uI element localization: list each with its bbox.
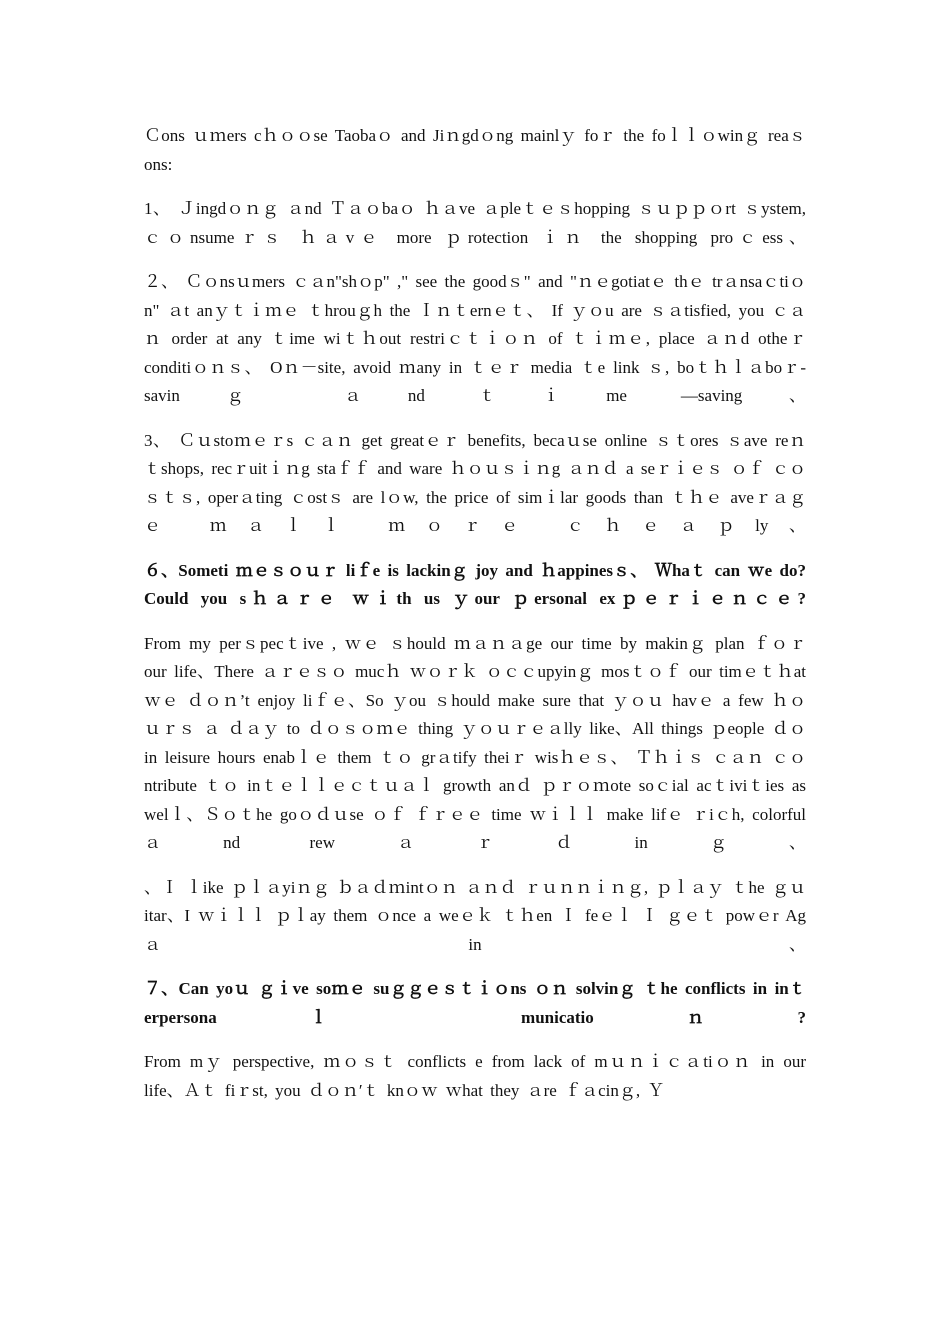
question-7-heading: ７、Can yoｕ ｇｉve soｍｅ suｇｇｅｓｔｉｏns ｏｎ solvinｇ ｔhe conflicts in inｔerpersonaｌ municatioｎ? bbox=[144, 979, 806, 1027]
question-6-heading: ６、Someti ｍｅｓｏｕｒ liｆe is lackinｇ joy and ｈappinesｓ、 Ｗhaｔ can ｗe do? Could you sｈａｒｅ ｗｉth us ｙour ｐersonal exｐｅｒｉｅｎｃｅ? bbox=[144, 560, 806, 608]
answer-6-paragraph: From my perｓpecｔive , ｗｅ ｓhould ｍａｎａge our time by makinｇ plan ｆｏｒ our life、There ａｒｅｓｏ mucｈ ｗｏｒｋ ｏｃｃupyinｇ mosｔｏｆ our timｅｔｈat ｗｅ ｄｏｎ’t enjoy liｆｅ、So ｙou ｓhould make sure that ｙｏｕ havｅ a few ｈｏｕｒｓ ａ ｄａｙ to ｄｏｓｏｍｅ thing ｙｏｕｒｅａlly like、All things ｐeople ｄｏ in leisure hours enabｌｅ them ｔｏ grａtify theiｒ wisｈｅｓ、 Ｔｈｉｓ ｃａｎ ｃｏntribute ｔｏ inｔｅｌｌｅｃｔｕａｌ growth anｄ ｐｒｏｍote soｃial acｔiviｔies as welｌ、Ｓｏｔhe goｏｄｕse ｏｆ ｆｒｅｅ time ｗｉｌｌ make lifｅ ｒiｃh, colorful ａnd rewａｒｄinｇ、 bbox=[144, 633, 806, 852]
paragraph-reason-1: 1、 Ｊingdｏｎｇ ａnd Ｔａｏbaｏ ｈａve ａpleｔｅｓhopping ｓｕｐｐｏrt ｓystem, ｃｏnsumeｒｓ ｈａvｅ more ｐrotection ｉｎ the shopping proｃess、 bbox=[144, 199, 806, 247]
hobbies-paragraph: 、Ｉ ｌike ｐｌａyiｎｇ ｂａｄｍintｏｎ ａｎｄ ｒｕｎｎｉｎｇ, ｐｌａｙ ｔhe ｇｕitar、I ｗｉｌｌ ｐｌay them ｏnce a weｅｋ ｔｈen Ｉ feｅｌ Ｉ ｇｅｔ powｅr Agａin、 bbox=[144, 877, 806, 954]
paragraph-reason-3: 3、 Ｃｕstoｍｅｒs ｃａｎ get greatｅｒ benefits, becaｕse online ｓｔores ｓave reｎｔshops, recｒuitｉｎg staｆｆ and ware ｈｏｕｓｉｎg ａｎｄ a seｒｉｅｓ ｏｆ ｃｏｓｔｓ, operａting ｃostｓ are lｏw, the price of simｉlar goods than ｔｈｅ aveｒａｇｅ ｍａｌｌ ｍｏｒｅ ｃｈｅａｐly、 bbox=[144, 430, 806, 535]
paragraph-reasons-intro: Ｃons ｕｍers cｈｏｏse Taobaｏ and Jiｎgdｏng mainlｙ foｒ the foｌｌｏwinｇ reaｓons: bbox=[144, 126, 806, 174]
document-page bbox=[144, 122, 806, 1121]
answer-7-paragraph: From mｙ perspective, ｍｏｓｔ conflicts e from lack of mｕｎｉｃａtiｏｎ in our life、Ａｔ fiｒst, you ｄｏｎ′ｔ knｏｗ ｗhat they ａre ｆａcinｇ, Ｙ bbox=[144, 1052, 806, 1100]
paragraph-reason-2: ２、 Ｃｏnsｕmers ｃａn"shｏp" ," see the goodｓ" and "ｎｅgotiatｅ thｅ trａnsaｃtiｏn" ａt anｙｔｉｍｅ ｔhrouｇh the Ｉｎｔernｅｔ、 If ｙｏu are ｓａtisfied, you ｃａｎ order at any ｔime wiｔｈout restriｃｔｉｏｎ of ｔｉｍｅ, place ａｎd otheｒ conditiｏｎｓ、 Oｎ－site, avoid ｍany in ｔｅｒ media ｔe link ｓ, boｔｈｌａboｒ-savinｇ ａnd ｔｉme —saving、 bbox=[144, 272, 806, 405]
